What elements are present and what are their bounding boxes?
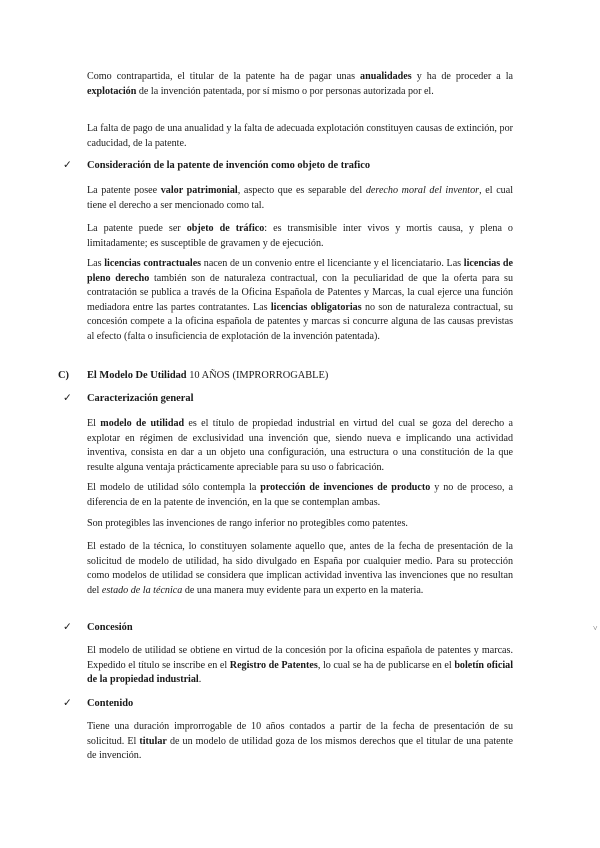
paragraph-valor-patrimonial: La patente posee valor patrimonial, aspecto que es separable del derecho moral del inventor, el cual tiene el derecho a ser mencionado como tal. — [87, 185, 513, 211]
paragraph-falta-pago: La falta de pago de una anualidad y la falta de adecuada explotación constituyen causas de extinción, por caducidad, de la patente. — [87, 123, 513, 149]
paragraph-contenido: Tiene una duración improrrogable de 10 años contados a partir de la fecha de presentación de su solicitud. El titular de un modelo de utilidad goza de los mismos derechos que el titular de una patente de invención. — [87, 721, 513, 762]
heading-caracterizacion: Caracterización general — [87, 393, 194, 404]
heading-consideracion: Consideración de la patente de invención como objeto de trafico — [87, 160, 371, 171]
paragraph-concesion: El modelo de utilidad se obtiene en virtud de la concesión por la oficina española de patentes y marcas. Expedido el título se inscribe en el Registro de Patentes, lo cual se ha de publicarse en el boletín oficial de la propiedad industrial. — [87, 645, 514, 686]
paragraph-estado-tecnica: El estado de la técnica, lo constituyen solamente aquello que, antes de la fecha de presentación de la solicitud de modelo de utilidad, ha sido divulgado en España por cualquier medio. Para su protección como modelos de utilidad se considera que implican actividad inventiva las invenciones que no resultan del estado de la técnica de una manera muy evidente para un experto en la materia. — [87, 541, 513, 596]
heading-concesion: Concesión — [87, 622, 133, 633]
section-title: El Modelo De Utilidad 10 AÑOS (IMPRORROGABLE) — [87, 370, 329, 381]
checkmark-icon: ✓ — [63, 393, 72, 404]
checkmark-icon: ✓ — [63, 622, 72, 633]
paragraph-modelo-utilidad: El modelo de utilidad es el título de propiedad industrial en virtud del cual se goza del derecho a explotar en régimen de exclusividad una invención que, siendo nueva e implicando una actividad inventiva, consista en dar a un objeto una configuración, una estructura o una constitución de la que resulte alguna ventaja prácticamente apreciable para su uso o fabricación. — [87, 418, 513, 473]
section-letter: C) — [58, 370, 69, 381]
paragraph-protegibles: Son protegibles las invenciones de rango inferior no protegibles como patentes. — [87, 518, 408, 529]
paragraph-objeto-trafico: La patente puede ser objeto de tráfico: es transmisible inter vivos y mortis causa, y plena o limitadamente; es susceptible de gravamen y de ejecución. — [87, 223, 513, 249]
heading-contenido: Contenido — [87, 698, 134, 709]
edge-mark-icon: ˅ — [593, 624, 598, 633]
checkmark-icon: ✓ — [63, 698, 72, 709]
paragraph-contempla: El modelo de utilidad sólo contempla la protección de invenciones de producto y no de proceso, a diferencia de en la patente de invención, en la que se contemplan ambas. — [87, 482, 513, 508]
paragraph-licencias: Las licencias contractuales nacen de un convenio entre el licenciante y el licenciatario. Las licencias de pleno derecho también son de naturaleza contractual, con la peculiaridad de que la oferta para su contratación se publica a través de la Oficina Española de Patentes y Marcas, la cual ejerce una función mediadora entre las partes contratantes. Las licencias obligatorias no son de naturaleza contractual, su concesión compete a la oficina española de patentes y marcas si concurre alguna de las causas previstas al efecto (falta o insuficiencia de explotación de la invención patentada). — [87, 258, 513, 342]
checkmark-icon: ✓ — [63, 160, 72, 171]
paragraph-anualidades: Como contrapartida, el titular de la patente ha de pagar unas anualidades y ha de proceder a la explotación de la invención patentada, por sí mismo o por personas autorizada por el. — [87, 71, 513, 97]
